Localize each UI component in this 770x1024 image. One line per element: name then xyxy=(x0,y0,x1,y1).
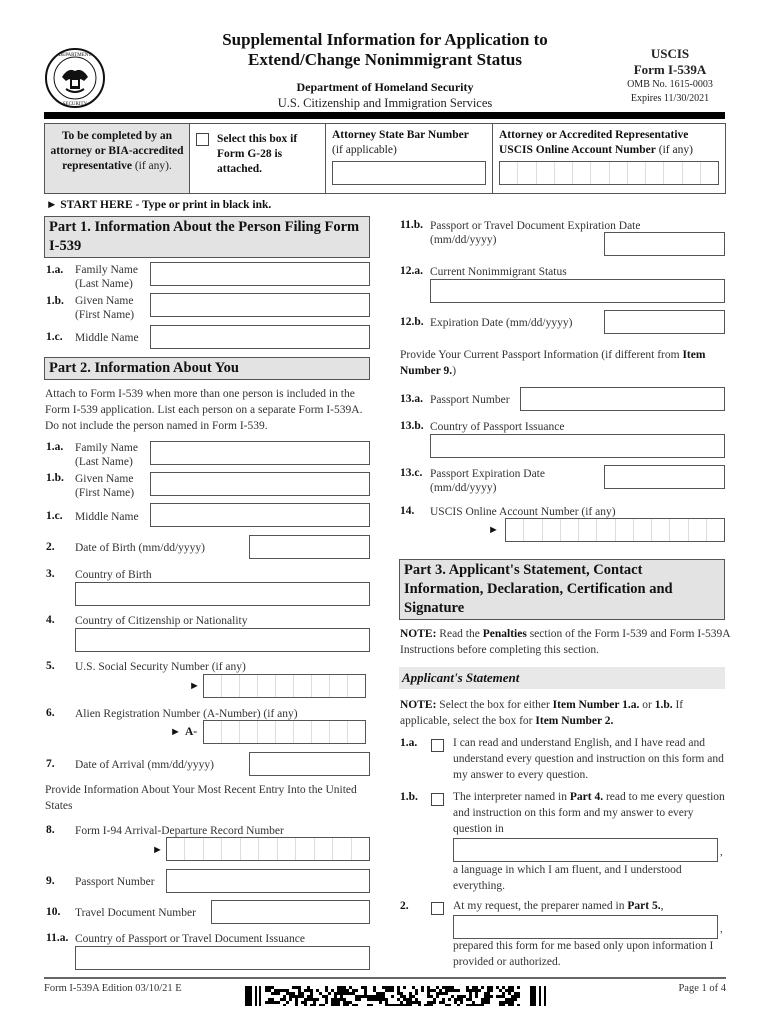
i94-input[interactable] xyxy=(166,837,370,861)
p1-given-name-label: Given Name (First Name) xyxy=(75,295,135,321)
nonimmigrant-status-label: Current Nonimmigrant Status xyxy=(430,266,567,278)
part3-note1: NOTE: Read the Penalties section of the Form I-539 and Form I-539A Instructions before completing this section. xyxy=(400,628,730,656)
comma: , xyxy=(720,846,723,858)
passport-expiration-input[interactable] xyxy=(604,465,725,489)
travel-doc-expiration-label: Passport or Travel Document Expiration Date (mm/dd/yyyy) xyxy=(430,220,641,246)
entry-intro: Provide Information About Your Most Recent Entry Into the United States xyxy=(45,784,357,812)
p2-8-num: 8. xyxy=(46,824,55,836)
account-number-cell xyxy=(493,124,725,193)
travel-doc-expiration-input[interactable] xyxy=(604,232,725,256)
s1a-checkbox[interactable] xyxy=(431,739,444,752)
travel-doc-input[interactable] xyxy=(211,900,370,924)
g28-checkbox[interactable] xyxy=(196,133,209,146)
p2-12b-num: 12.b. xyxy=(400,316,424,328)
p2-3-num: 3. xyxy=(46,568,55,580)
attorney-intro-bold: To be completed by an attorney or BIA-accredited representative xyxy=(50,130,184,172)
p2-5-num: 5. xyxy=(46,660,55,672)
date-of-birth-label: Date of Birth (mm/dd/yyyy) xyxy=(75,542,205,554)
bar-number-cell xyxy=(326,124,493,193)
svg-text:DEPARTMENT: DEPARTMENT xyxy=(58,53,92,58)
preparer-name-input[interactable] xyxy=(453,915,718,939)
p2-family-name-input[interactable] xyxy=(150,441,370,465)
p2-12a-num: 12.a. xyxy=(400,265,423,277)
p2-13a-num: 13.a. xyxy=(400,393,423,405)
s1a-text: I can read and understand English, and I have read and understand every question and instruction on this form and my answer to every question. xyxy=(453,737,724,781)
i94-arrow-icon: ► xyxy=(152,844,163,856)
p1-given-name-input[interactable] xyxy=(150,293,370,317)
form-title xyxy=(170,30,600,70)
nonimmigrant-status-input[interactable] xyxy=(430,279,725,303)
g28-option[interactable] xyxy=(190,124,326,193)
a-number-prefix: A- xyxy=(185,726,198,738)
attorney-intro xyxy=(45,124,190,193)
date-of-arrival-label: Date of Arrival (mm/dd/yyyy) xyxy=(75,759,214,771)
svg-text:SECURITY: SECURITY xyxy=(62,102,88,107)
passport-country-input[interactable] xyxy=(430,434,725,458)
current-passport-number-label: Passport Number xyxy=(430,394,510,406)
p1-middle-name-label: Middle Name xyxy=(75,332,139,344)
p2-family-name-label: Family Name (Last Name) xyxy=(75,442,138,468)
s2-num: 2. xyxy=(400,900,409,912)
omb-number: OMB No. 1615-0003 xyxy=(627,79,713,90)
title-line2: Extend/Change Nonimmigrant Status xyxy=(248,50,522,69)
p2-10-num: 10. xyxy=(46,906,61,918)
p1-middle-name-input[interactable] xyxy=(150,325,370,349)
ssn-label: U.S. Social Security Number (if any) xyxy=(75,661,246,673)
current-passport-number-input[interactable] xyxy=(520,387,725,411)
p2-middle-name-label: Middle Name xyxy=(75,511,139,523)
a-number-label: Alien Registration Number (A-Number) (if any) xyxy=(75,708,298,720)
part2-intro: Attach to Form I-539 when more than one person is included in the Form I-539 application. List each person on a separate Form I-539A. Do not include the person named in Form I-539. xyxy=(45,388,363,432)
account-number-input[interactable] xyxy=(499,161,719,185)
p2-given-name-input[interactable] xyxy=(150,472,370,496)
start-here: ► START HERE - Type or print in black ink. xyxy=(46,199,272,211)
comma: , xyxy=(720,923,723,935)
date-of-birth-input[interactable] xyxy=(249,535,370,559)
p2-2-num: 2. xyxy=(46,541,55,553)
p2-14-num: 14. xyxy=(400,505,415,517)
title-line1: Supplemental Information for Application to xyxy=(222,30,548,49)
p2-13b-num: 13.b. xyxy=(400,420,424,432)
page-number: Page 1 of 4 xyxy=(678,983,726,994)
bar-number-input[interactable] xyxy=(332,161,486,185)
travel-doc-label: Travel Document Number xyxy=(75,907,196,919)
s1b-checkbox[interactable] xyxy=(431,793,444,806)
p2-9-num: 9. xyxy=(46,875,55,887)
part3-header: Part 3. Applicant's Statement, Contact Information, Declaration, Certification and Signature xyxy=(399,559,725,620)
passport-expiration-label: Passport Expiration Date (mm/dd/yyyy) xyxy=(430,468,545,494)
ssn-arrow-icon: ► xyxy=(189,680,200,692)
p2-11a-num: 11.a. xyxy=(46,932,69,944)
travel-doc-country-input[interactable] xyxy=(75,946,370,970)
part1-header: Part 1. Information About the Person Filing Form I-539 xyxy=(44,216,370,258)
applicant-statement-subhead: Applicant's Statement xyxy=(399,667,725,689)
a-number-input[interactable] xyxy=(203,720,366,744)
p2-middle-name-input[interactable] xyxy=(150,503,370,527)
footer-rule xyxy=(44,977,726,979)
country-of-birth-input[interactable] xyxy=(75,582,370,606)
header-rule-right xyxy=(341,112,725,119)
s2-checkbox[interactable] xyxy=(431,902,444,915)
p1-family-name-input[interactable] xyxy=(150,262,370,286)
p1-1c-num: 1.c. xyxy=(46,331,63,343)
p2-1c-num: 1.c. xyxy=(46,510,63,522)
attorney-intro-plain: (if any). xyxy=(131,160,172,172)
p2-7-num: 7. xyxy=(46,758,55,770)
p2-4-num: 4. xyxy=(46,614,55,626)
bar-number-label: Attorney State Bar Number xyxy=(332,129,469,141)
date-of-arrival-input[interactable] xyxy=(249,752,370,776)
status-expiration-label: Expiration Date (mm/dd/yyyy) xyxy=(430,317,573,329)
interpreter-language-input[interactable] xyxy=(453,838,718,862)
p1-1a-num: 1.a. xyxy=(46,264,64,276)
dhs-seal-icon xyxy=(44,47,106,109)
travel-doc-country-label: Country of Passport or Travel Document Issuance xyxy=(75,933,305,945)
p2-11b-num: 11.b. xyxy=(400,219,424,231)
uscis-account-input[interactable] xyxy=(505,518,725,542)
passport-intro: Provide Your Current Passport Information (if different from Item Number 9.) xyxy=(400,349,706,377)
start-here-text: START HERE - Type or print in black ink. xyxy=(60,199,272,211)
s2-text-after: prepared this form for me based only upon information I provided or authorized. xyxy=(453,940,714,968)
form-edition: Form I-539A Edition 03/10/21 E xyxy=(44,983,182,994)
barcode-icon xyxy=(245,986,550,1006)
p1-1b-num: 1.b. xyxy=(46,295,64,307)
p2-1a-num: 1.a. xyxy=(46,441,64,453)
attorney-block xyxy=(44,123,726,194)
expiration-date: Expires 11/30/2021 xyxy=(630,93,710,104)
citizenship-input[interactable] xyxy=(75,628,370,652)
agency-name: U.S. Citizenship and Immigration Services xyxy=(277,96,493,110)
ssn-input[interactable] xyxy=(203,674,366,698)
form-agency: USCIS xyxy=(650,46,690,61)
p2-6-num: 6. xyxy=(46,707,55,719)
a-number-arrow-icon: ► xyxy=(170,726,181,738)
part2-header: Part 2. Information About You xyxy=(44,357,370,380)
p2-1b-num: 1.b. xyxy=(46,472,64,484)
s1b-num: 1.b. xyxy=(400,791,418,803)
p2-13c-num: 13.c. xyxy=(400,467,423,479)
citizenship-label: Country of Citizenship or Nationality xyxy=(75,615,248,627)
passport-number-input[interactable] xyxy=(166,869,370,893)
s2-text: At my request, the preparer named in Part 5., xyxy=(453,900,664,912)
s1b-text-after: a language in which I am fluent, and I understood everything. xyxy=(453,864,682,892)
form-number: Form I-539A xyxy=(633,62,707,77)
uscis-account-arrow-icon: ► xyxy=(488,524,499,536)
p2-given-name-label: Given Name (First Name) xyxy=(75,473,135,499)
s1a-num: 1.a. xyxy=(400,737,418,749)
p1-family-name-label: Family Name (Last Name) xyxy=(75,264,138,290)
part3-note2: NOTE: Select the box for either Item Number 1.a. or 1.b. If applicable, select the box for Item Number 2. xyxy=(400,699,684,727)
account-number-label: Attorney or Accredited Representative USCIS Online Account Number xyxy=(499,129,689,156)
country-of-birth-label: Country of Birth xyxy=(75,569,152,581)
g28-label: Select this box if Form G-28 is attached. xyxy=(217,133,298,175)
passport-country-label: Country of Passport Issuance xyxy=(430,421,565,433)
bar-number-sublabel: (if applicable) xyxy=(332,144,397,156)
s1b-text: The interpreter named in Part 4. read to me every question and instruction on this form and my answer to every question in xyxy=(453,791,725,835)
passport-number-label: Passport Number xyxy=(75,876,155,888)
status-expiration-input[interactable] xyxy=(604,310,725,334)
header-rule xyxy=(44,112,341,119)
account-number-sublabel: (if any) xyxy=(655,144,693,156)
form-identifier xyxy=(600,46,740,105)
i94-label: Form I-94 Arrival-Departure Record Number xyxy=(75,825,284,837)
department-name: Department of Homeland Security xyxy=(296,80,474,94)
uscis-account-label: USCIS Online Account Number (if any) xyxy=(430,506,616,518)
